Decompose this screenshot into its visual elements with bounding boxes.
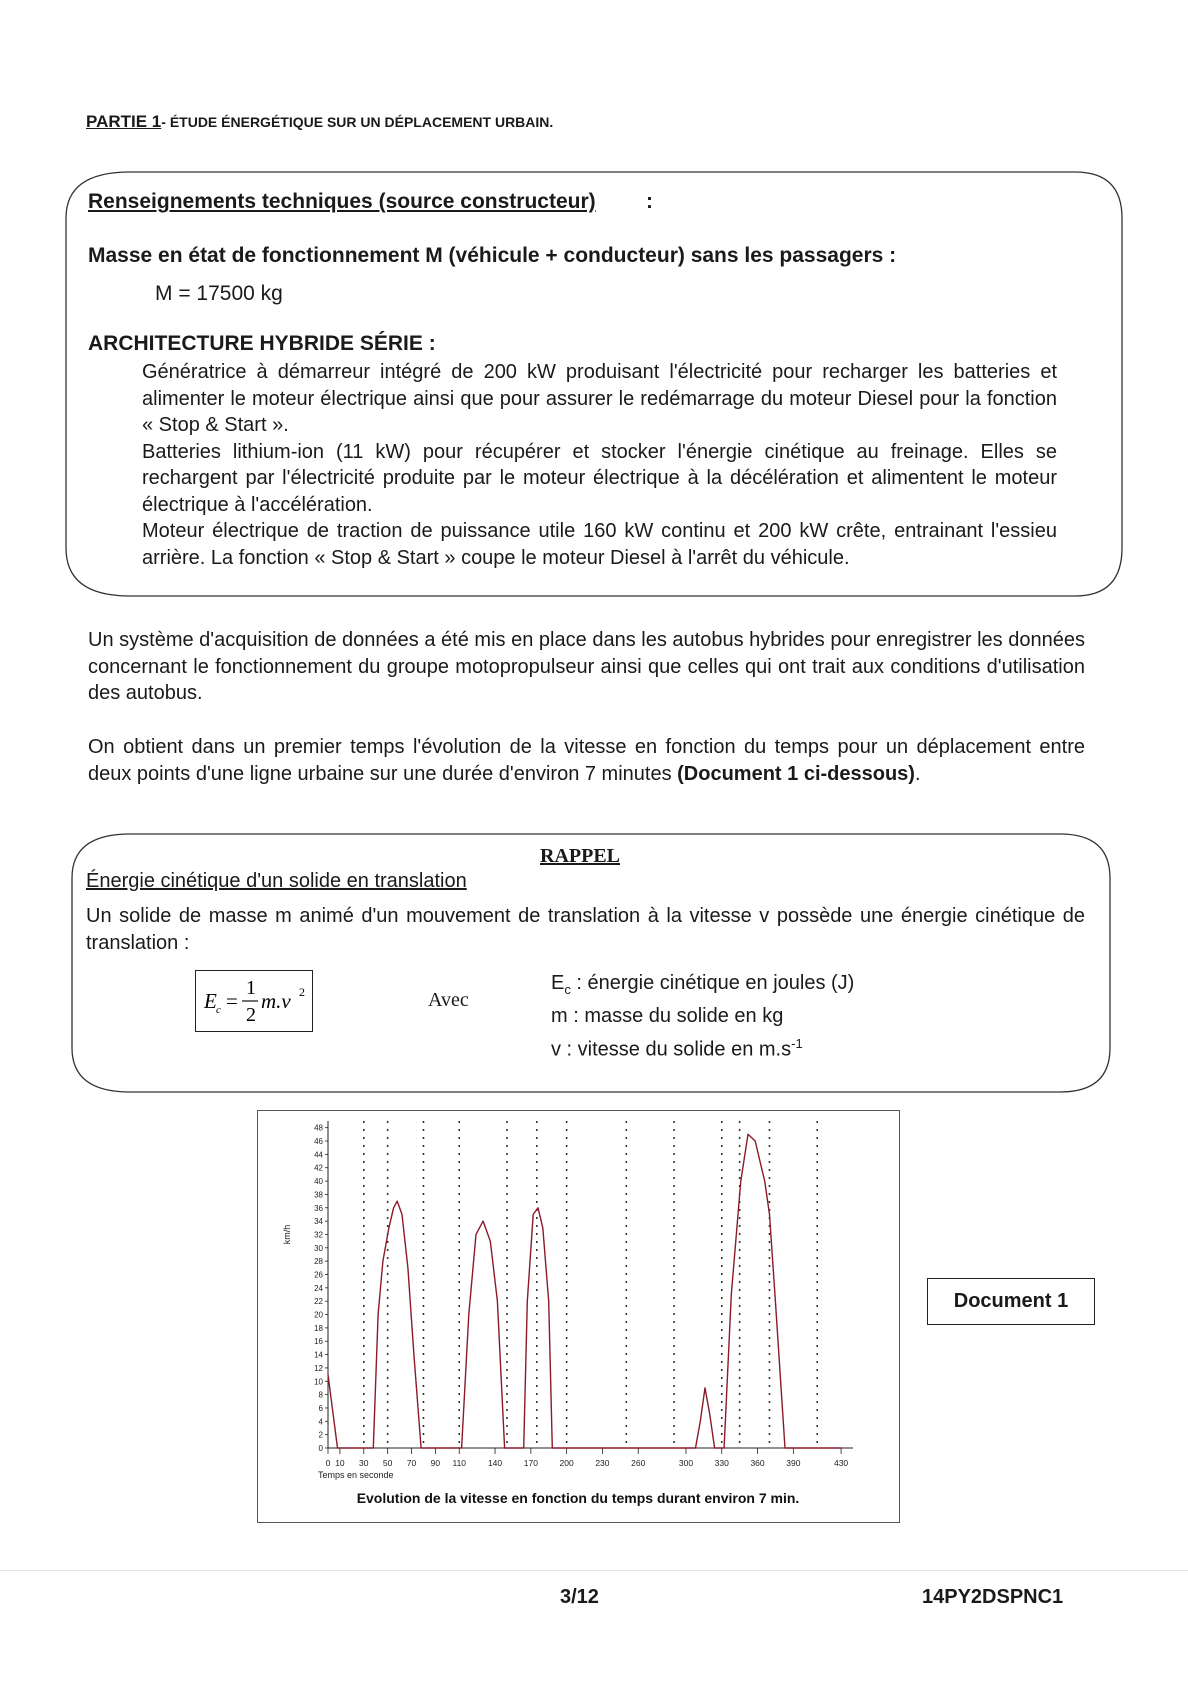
legend-v bbox=[551, 1030, 854, 1064]
speed-chart-frame bbox=[257, 1110, 900, 1523]
footer-divider bbox=[0, 1570, 1188, 1571]
formula-rhs: m.v bbox=[261, 989, 291, 1013]
x-tick-label: 360 bbox=[750, 1458, 765, 1468]
batteries-paragraph: Batteries lithium-ion (11 kW) pour récupérer et stocker l'énergie cinétique au freinage. Elles se rechargent par l'électricité produite par le moteur électrique à la décélération et alimentent le moteur électrique à l'accélération. bbox=[142, 440, 1057, 516]
x-tick-label: 430 bbox=[833, 1458, 849, 1468]
document-reference: (Document 1 ci-dessous) bbox=[677, 762, 915, 785]
x-tick-label: 200 bbox=[559, 1458, 574, 1468]
y-tick-label: 44 bbox=[314, 1150, 323, 1160]
formula-rhs-exponent: 2 bbox=[299, 985, 305, 999]
y-tick-label: 30 bbox=[314, 1243, 323, 1253]
architecture-description bbox=[142, 359, 1057, 571]
tech-box-title: Renseignements techniques (source constructeur) bbox=[88, 190, 596, 213]
y-tick-label: 40 bbox=[314, 1177, 323, 1187]
tech-box-title-colon: : bbox=[646, 190, 653, 213]
x-tick-label: 390 bbox=[786, 1458, 801, 1468]
chart-caption: Evolution de la vitesse en fonction du temps durant environ 7 min. bbox=[356, 1490, 800, 1506]
rappel-text: Un solide de masse m animé d'un mouvement de translation à la vitesse v possède une énergie cinétique de translation : bbox=[86, 905, 1085, 954]
y-tick-label: 6 bbox=[318, 1403, 323, 1413]
x-tick-label: 140 bbox=[487, 1458, 503, 1468]
x-tick-label: 330 bbox=[714, 1458, 729, 1468]
x-tick-label: 230 bbox=[595, 1458, 610, 1468]
legend-v-text: v : vitesse du solide en m.s bbox=[551, 1038, 792, 1061]
y-tick-label: 2 bbox=[318, 1430, 323, 1440]
legend-ec-symbol: E bbox=[551, 972, 565, 994]
y-tick-label: 48 bbox=[314, 1123, 323, 1133]
x-tick-label: 170 bbox=[523, 1458, 538, 1468]
formula-equals: = bbox=[226, 989, 238, 1013]
x-tick-label: 10 bbox=[335, 1458, 345, 1468]
formula-legend bbox=[551, 970, 854, 1064]
moteur-paragraph: Moteur électrique de traction de puissance utile 160 kW continu et 200 kW crête, entrainant l'essieu arrière. La fonction « Stop & Start » coupe le moteur Diesel à l'arrêt du véhicule. bbox=[142, 520, 1057, 569]
speed-series-line bbox=[328, 1134, 841, 1448]
y-tick-label: 16 bbox=[314, 1337, 323, 1347]
page-number: 3/12 bbox=[560, 1586, 599, 1608]
y-tick-label: 0 bbox=[318, 1444, 323, 1453]
section-heading: - ÉTUDE ÉNERGÉTIQUE SUR UN DÉPLACEMENT URBAIN. bbox=[161, 114, 554, 130]
x-tick-label: 90 bbox=[430, 1458, 441, 1468]
legend-v-sup: -1 bbox=[791, 1036, 803, 1051]
architecture-title: ARCHITECTURE HYBRIDE SÉRIE : bbox=[88, 332, 436, 355]
formula-box bbox=[195, 970, 313, 1032]
x-tick-label: 50 bbox=[382, 1458, 393, 1468]
y-tick-label: 4 bbox=[318, 1417, 323, 1427]
section-number: PARTIE 1 bbox=[86, 112, 162, 131]
x-axis-label: Temps en seconde bbox=[318, 1470, 394, 1480]
y-tick-label: 42 bbox=[314, 1163, 323, 1173]
y-tick-label: 32 bbox=[314, 1230, 323, 1240]
acquisition-paragraph: Un système d'acquisition de données a été mis en place dans les autobus hybrides pour enregistrer les données concernant le fonctionnement du groupe motopropulseur ainsi que celles qui ont trait aux conditions d'utilisation des autobus. bbox=[88, 629, 1085, 704]
formula-numerator: 1 bbox=[246, 977, 256, 999]
legend-ec-text: : énergie cinétique en joules (J) bbox=[570, 972, 855, 994]
generatrice-paragraph: Génératrice à démarreur intégré de 200 kW produisant l'électricité pour recharger les batteries et alimenter le moteur électrique ainsi que pour assurer le redémarrage du moteur Diesel pour la fonction « Stop & Start ». bbox=[142, 361, 1057, 436]
y-tick-label: 22 bbox=[314, 1297, 323, 1307]
legend-ec-sub: c bbox=[564, 982, 571, 997]
masse-label: Masse en état de fonctionnement M (véhicule + conducteur) sans les passagers : bbox=[88, 244, 897, 267]
x-tick-label: 70 bbox=[406, 1458, 417, 1468]
y-tick-label: 18 bbox=[314, 1323, 323, 1333]
formula-lhs-sub: c bbox=[216, 1004, 221, 1016]
rappel-heading: RAPPEL bbox=[540, 845, 620, 867]
kinetic-energy-formula bbox=[196, 971, 312, 1031]
x-tick-label: 110 bbox=[452, 1458, 467, 1468]
y-tick-label: 26 bbox=[314, 1270, 323, 1280]
legend-m: m : masse du solide en kg bbox=[551, 1005, 784, 1027]
y-tick-label: 14 bbox=[314, 1350, 323, 1360]
rappel-subtitle: Énergie cinétique d'un solide en translation bbox=[86, 870, 467, 892]
exam-code: 14PY2DSPNC1 bbox=[922, 1586, 1064, 1608]
y-tick-label: 12 bbox=[314, 1363, 323, 1373]
y-tick-label: 34 bbox=[314, 1217, 323, 1227]
evolution-text: On obtient dans un premier temps l'évolution de la vitesse en fonction du temps pour un déplacement entre deux points d'une ligne urbaine sur une durée d'environ 7 minutes bbox=[88, 736, 1085, 785]
y-tick-label: 38 bbox=[314, 1190, 323, 1200]
evolution-end: . bbox=[914, 762, 921, 785]
document-label: Document 1 bbox=[927, 1278, 1095, 1325]
formula-denominator: 2 bbox=[246, 1004, 256, 1026]
x-tick-label: 300 bbox=[678, 1458, 694, 1468]
y-axis-label: km/h bbox=[282, 1224, 292, 1245]
masse-value: M = 17500 kg bbox=[155, 282, 283, 305]
formula-lhs: E bbox=[204, 989, 217, 1013]
y-tick-label: 10 bbox=[314, 1377, 323, 1387]
y-tick-label: 20 bbox=[314, 1310, 323, 1320]
y-tick-label: 24 bbox=[314, 1283, 323, 1293]
avec-label: Avec bbox=[428, 989, 469, 1011]
speed-chart bbox=[258, 1111, 899, 1522]
legend-ec bbox=[551, 970, 854, 1003]
x-tick-label: 0 bbox=[325, 1458, 331, 1468]
y-tick-label: 8 bbox=[318, 1390, 323, 1400]
x-tick-label: 30 bbox=[359, 1458, 369, 1468]
y-tick-label: 28 bbox=[314, 1257, 323, 1267]
y-tick-label: 36 bbox=[314, 1203, 323, 1213]
evolution-paragraph bbox=[88, 734, 1085, 787]
x-tick-label: 260 bbox=[631, 1458, 646, 1468]
y-tick-label: 46 bbox=[314, 1137, 323, 1147]
